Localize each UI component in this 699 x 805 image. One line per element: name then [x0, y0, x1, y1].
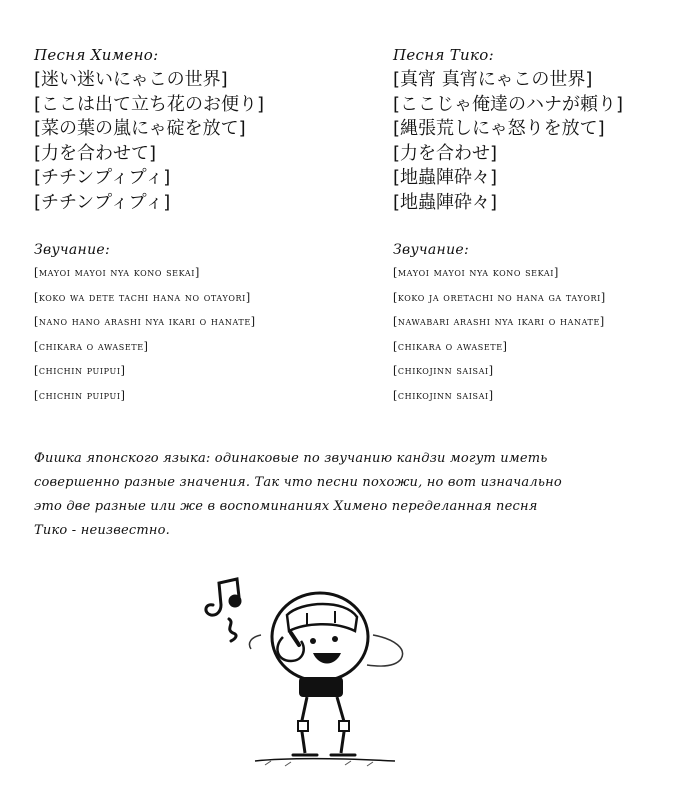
tiko-lyric-line: [縄張荒しにゃ怒りを放て] [393, 118, 605, 139]
tiko-sound-heading: Звучание: [393, 242, 469, 258]
tiko-romaji-line: [koko ja oretachi no hana ga tayori] [393, 290, 606, 304]
tiko-lyric-line: [真宵 真宵にゃこの世界] [393, 69, 593, 90]
tiko-lyric-line: [地蟲陣砕々] [393, 191, 498, 213]
himeno-romaji-line: [koko wa dete tachi hana no otayori] [34, 290, 251, 304]
himeno-lyric-line: [力を合わせて] [34, 142, 157, 164]
tiko-romaji-line: [chikojinn saisai] [393, 388, 494, 402]
tiko-song-column [393, 44, 693, 408]
tiko-romaji-line: [chikara o awasete] [393, 339, 508, 353]
himeno-sound-heading: Звучание: [34, 242, 110, 258]
music-note-icon [206, 579, 240, 641]
himeno-romaji-line: [mayoi mayoi nya kono sekai] [34, 266, 200, 279]
note-line: совершенно разные значения. Так что песни похожи, но вот изначально [34, 475, 562, 490]
tiko-lyric-line: [ここじゃ俺達のハナが頼り] [393, 93, 624, 115]
himeno-song-heading: Песня Химено: [34, 46, 159, 64]
himeno-lyric-line: [迷い迷いにゃこの世界] [34, 69, 228, 90]
tiko-romaji-line: [nawabari arashi nya ikari o hanate] [393, 315, 605, 328]
himeno-lyric-line: [菜の葉の嵐にゃ碇を放て] [34, 118, 246, 139]
tiko-song-heading: Песня Тико: [393, 46, 494, 64]
himeno-romaji-line: [chichin puipui] [34, 388, 126, 402]
himeno-romaji-line: [chichin puipui] [34, 364, 126, 377]
note-line: Фишка японского языка: одинаковые по звучанию кандзи могут иметь [34, 451, 548, 466]
himeno-lyric-line: [ここは出て立ち花のお便り] [34, 93, 265, 115]
himeno-lyric-line: [チチンプィプィ] [34, 167, 171, 188]
himeno-romaji-line: [nano hano arashi nya ikari o hanate] [34, 315, 256, 328]
himeno-lyric-line: [チチンプィプィ] [34, 191, 171, 213]
tiko-romaji-line: [mayoi mayoi nya kono sekai] [393, 266, 559, 279]
translator-note [34, 447, 654, 543]
note-line: Тико - неизвестно. [34, 523, 170, 538]
tiko-romaji-line: [chikojinn saisai] [393, 364, 494, 377]
himeno-romaji-line: [chikara o awasete] [34, 339, 149, 353]
tiko-lyric-line: [力を合わせ] [393, 142, 498, 164]
creature-drawing-svg [195, 575, 425, 775]
note-line: это две разные или же в воспоминаниях Химено переделанная песня [34, 499, 538, 514]
tiko-lyric-line: [地蟲陣砕々] [393, 167, 498, 188]
himeno-song-column [34, 44, 354, 408]
singing-creature-illustration [195, 575, 425, 775]
